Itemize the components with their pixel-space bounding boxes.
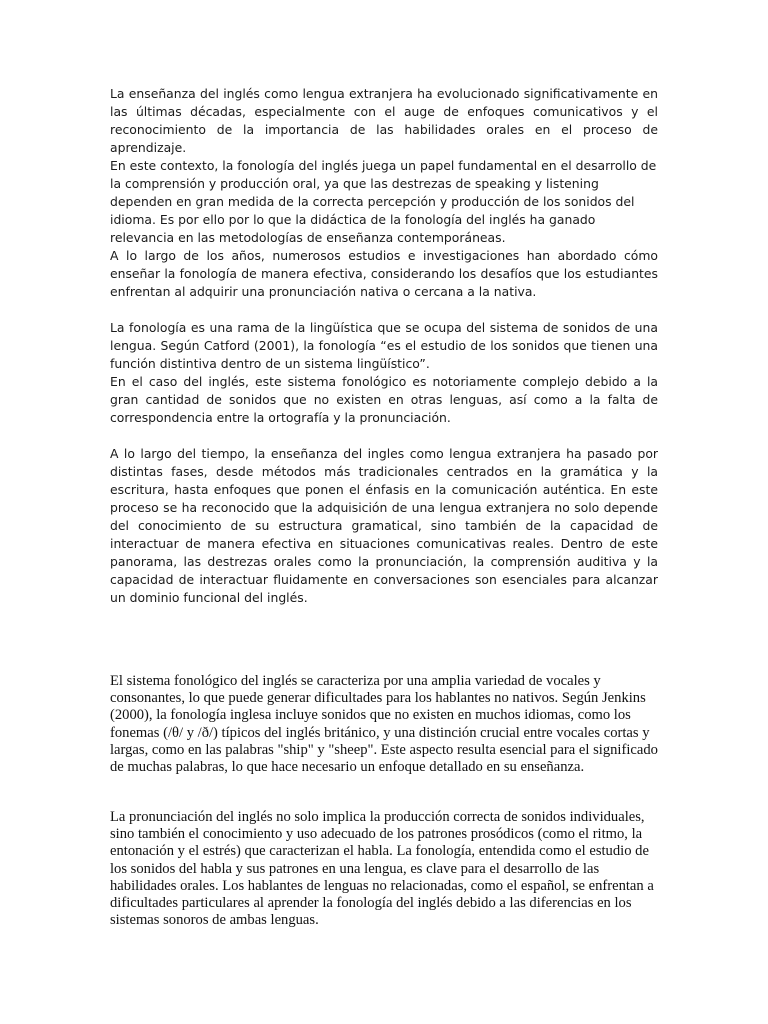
paragraph-studies: A lo largo de los años, numerosos estudios e investigaciones han abordado cómo enseñar la fonología de manera efectiva, considerando los desafíos que los estudiantes enfrentan al adquirir una pronunciación nativa o cercana a la nativa. [110,248,658,299]
paragraph-english-system: En el caso del inglés, este sistema fonológico es notoriamente complejo debido a la gran cantidad de sonidos que no existen en otras lenguas, así como a la falta de correspondencia entre la ortografía y la pronunciación. [110,374,658,425]
paragraph-context: En este contexto, la fonología del inglés juega un papel fundamental en el desarrollo de la comprensión y producción oral, ya que las destrezas de speaking y listening dependen en gran medida de la correcta percepción y producción de los sonidos del idioma. Es por ello por lo que la didáctica de la fonología del inglés ha ganado relevancia en las metodologías de enseñanza contemporáneas. [110,158,657,245]
paragraph-phonology-definition: La fonología es una rama de la lingüística que se ocupa del sistema de sonidos de una lengua. Según Catford (2001), la fonología “es el estudio de los sonidos que tienen una función distintiva dentro de un sistema lingüístico”. [110,320,658,371]
paragraph-pronunciation: La pronunciación del inglés no solo implica la producción correcta de sonidos individuales, sino también el conocimiento y uso adecuado de los patrones prosódicos (como el ritmo, la entonación y el estrés) que caracterizan el habla. La fonología, entendida como el estudio de los sonidos del habla y sus patrones en una lengua, es clave para el desarrollo de las habilidades orales. Los hablantes de lenguas no relacionadas, como el español, se enfrentan a dificultades particulares al aprender la fonología del inglés debido a las diferencias en los sistemas sonoros de ambas lenguas. [110,809,654,929]
paragraph-teaching-history: A lo largo del tiempo, la enseñanza del ingles como lengua extranjera ha pasado por distintas fases, desde métodos más tradicionales centrados en la gramática y la escritura, hasta enfoques que ponen el énfasis en la comunicación auténtica. En este proceso se ha reconocido que la adquisición de una lengua extranjera no solo depende del conocimiento de su estructura gramatical, sino también de la capacidad de interactuar de manera efectiva en situaciones comunicativas reales. Dentro de este panorama, las destrezas orales como la pronunciación, la comprensión auditiva y la capacidad de interactuar fluidamente en conversaciones son esenciales para alcanzar un dominio funcional del inglés. [110,446,658,605]
paragraph-intro: La enseñanza del inglés como lengua extranjera ha evolucionado significativamente en las últimas décadas, especialmente con el auge de enfoques comunicativos y el reconocimiento de la importancia de las habilidades orales en el proceso de aprendizaje. [110,86,658,155]
paragraph-phonological-system: El sistema fonológico del inglés se caracteriza por una amplia variedad de vocales y consonantes, lo que puede generar dificultades para los hablantes no nativos. Según Jenkins (2000), la fonología inglesa incluye sonidos que no existen en muchos idiomas, como los fonemas (/θ/ y /ð/) típicos del inglés británico, y una distinción crucial entre vocales cortas y largas, como en las palabras "ship" y "sheep". Este aspecto resulta esencial para el significado de muchas palabras, lo que hace necesario un enfoque detallado en su enseñanza. [110,673,658,776]
